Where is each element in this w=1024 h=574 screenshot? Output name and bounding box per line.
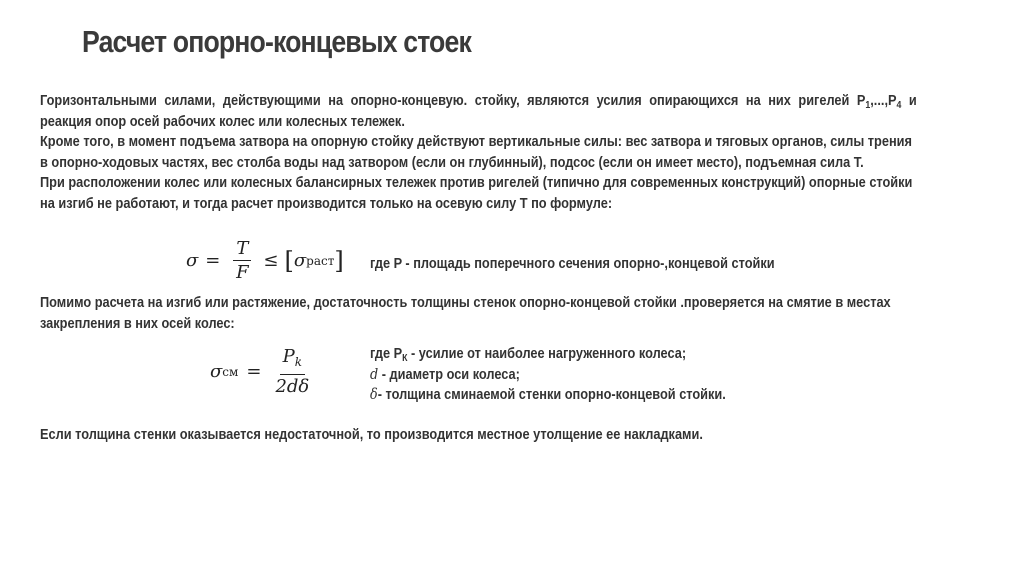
denominator: 2dδ bbox=[275, 376, 310, 397]
formula-note: где P - площадь поперечного сечения опорно-,концевой стойки bbox=[370, 256, 775, 272]
legend-line bbox=[370, 385, 895, 406]
paragraph-horizontal-forces bbox=[40, 91, 917, 214]
paragraph-line: Кроме того, в момент подъема затвора на опорную стойку действуют вертикальные силы: вес затвора и тяговых органов, силы трения bbox=[40, 134, 912, 150]
numerator bbox=[280, 346, 305, 375]
subscript: К bbox=[402, 353, 408, 364]
formula-legend bbox=[370, 344, 895, 406]
paragraph-conclusion bbox=[40, 425, 917, 446]
text-run: - толщина сминаемой стенки опорно-концевой стойки. bbox=[377, 387, 726, 403]
formula-axial-stress bbox=[186, 238, 344, 283]
legend-line bbox=[370, 344, 895, 365]
fraction bbox=[275, 346, 309, 397]
math-symbol: d bbox=[370, 365, 379, 383]
paragraph-line: на изгиб не работают, и тогда расчет производится только на осевую силу T по формуле: bbox=[40, 195, 613, 212]
subscript: раст bbox=[306, 253, 335, 268]
paragraph-line bbox=[40, 91, 917, 112]
fraction bbox=[233, 238, 251, 283]
sigma-symbol: σ bbox=[293, 250, 307, 271]
paragraph-bearing-check bbox=[40, 293, 917, 334]
equals-sign: = bbox=[205, 250, 221, 271]
sigma-symbol: σ bbox=[186, 250, 199, 271]
paragraph-line: в опорно-ходовых частях, вес столба воды над затвором (если он глубинный), подсос (если он имеет место), подъемная сила T. bbox=[40, 154, 864, 171]
paragraph-line: Если толщина стенки оказывается недостаточной, то производится местное утолщение ее накладками. bbox=[40, 427, 703, 443]
text-run: и bbox=[901, 93, 917, 109]
text-run: где P bbox=[370, 346, 403, 362]
text-run: - диаметр оси колеса; bbox=[378, 366, 520, 383]
sigma-symbol: σ bbox=[210, 361, 223, 382]
paragraph-line: реакция опор осей рабочих колес или колесных тележек. bbox=[40, 113, 405, 130]
subscript: 4 bbox=[896, 100, 902, 111]
subscript: см bbox=[222, 364, 239, 379]
left-bracket: [ bbox=[284, 246, 294, 275]
formula-bearing-stress bbox=[210, 346, 315, 397]
numerator-main: P bbox=[282, 346, 295, 367]
denominator: F bbox=[236, 262, 249, 283]
leq-sign: ≤ bbox=[263, 250, 279, 271]
text-run: Горизонтальными силами, действующими на опорно-концевую. стойку, являются усилия опирающихся на них ригелей P bbox=[40, 93, 866, 109]
text-run: - усилие от наиболее нагруженного колеса; bbox=[407, 346, 687, 362]
numerator: T bbox=[233, 238, 251, 261]
subscript: 1 bbox=[865, 100, 871, 111]
paragraph-line: закрепления в них осей колес: bbox=[40, 315, 235, 332]
equals-sign: = bbox=[246, 361, 262, 382]
slide-title: Расчет опорно-концевых стоек bbox=[82, 24, 471, 59]
text-run: ,...,P bbox=[870, 93, 897, 109]
numerator-subscript: k bbox=[294, 355, 303, 369]
formula-note-area bbox=[370, 254, 895, 275]
paragraph-line: Помимо расчета на изгиб или растяжение, достаточность толщины стенок опорно-концевой стойки .проверяется на смятие в местах bbox=[40, 295, 891, 311]
math-symbol: δ bbox=[370, 386, 378, 403]
right-bracket: ] bbox=[334, 246, 344, 275]
legend-line bbox=[370, 365, 895, 386]
paragraph-line: При расположении колес или колесных балансирных тележек против ригелей (типично для современных конструкций) опорные стойки bbox=[40, 175, 913, 191]
